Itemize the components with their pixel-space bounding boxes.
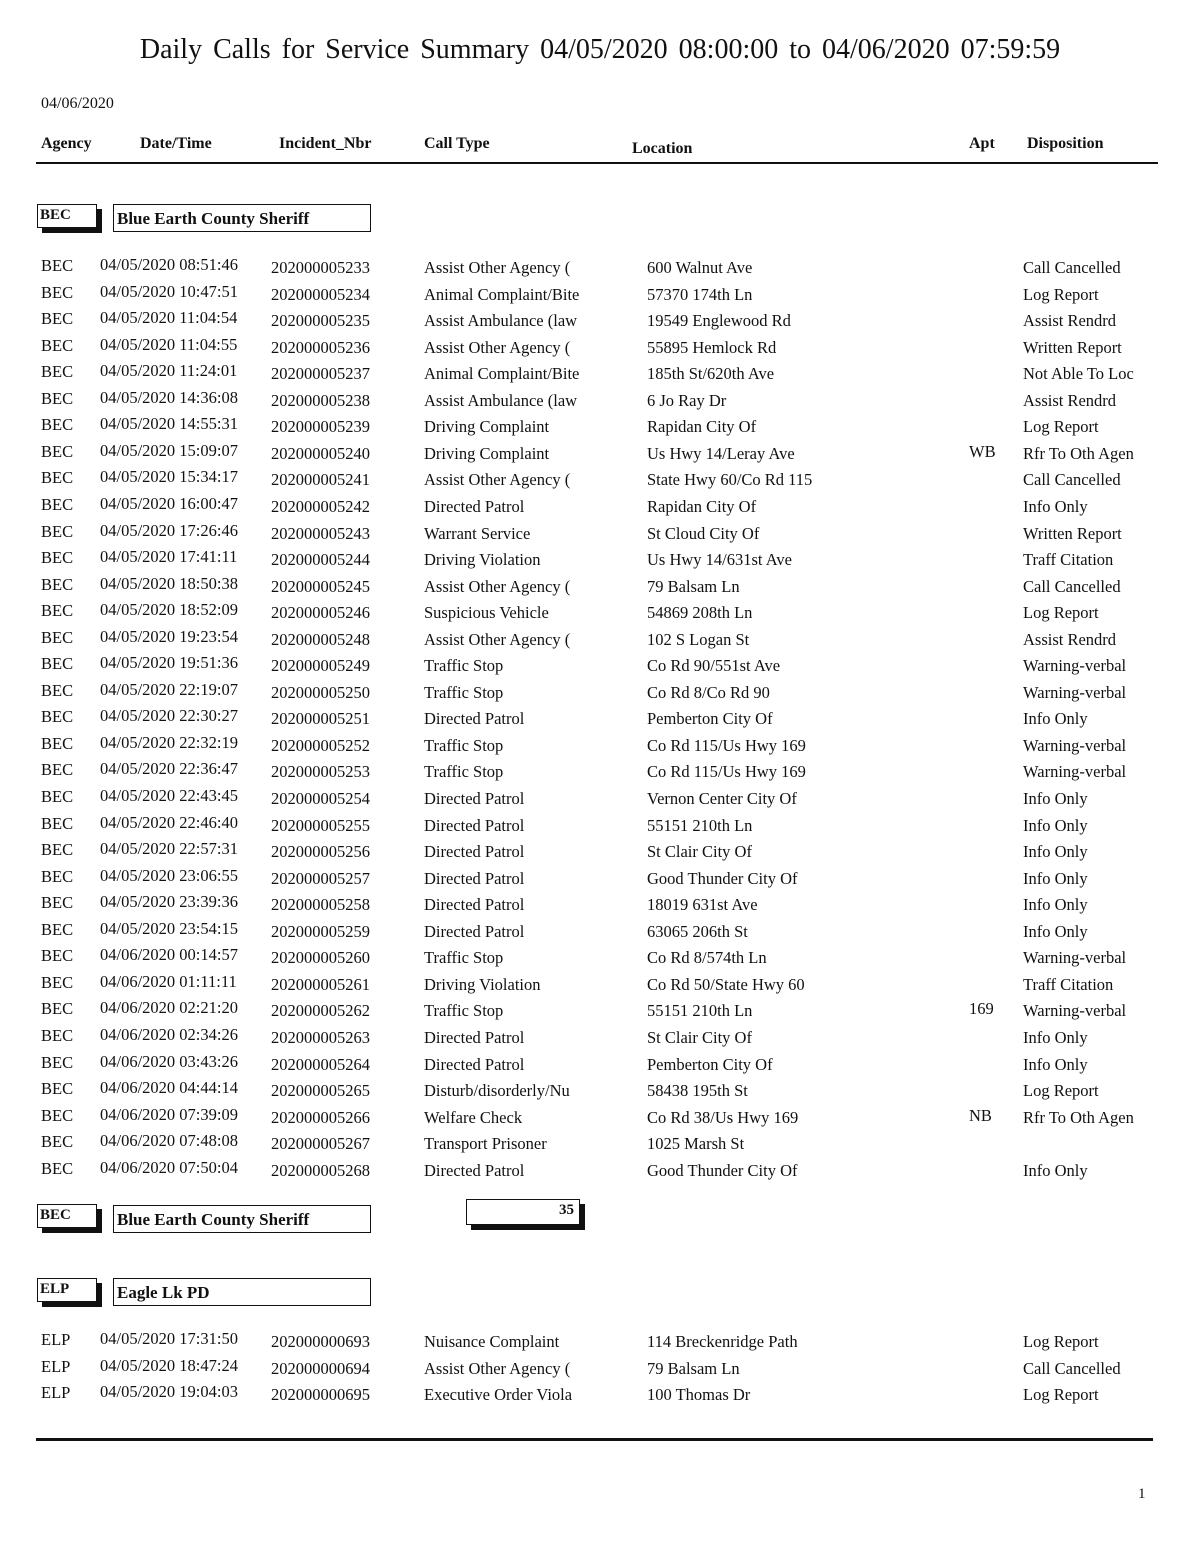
disposition-cell: Traff Citation (1023, 974, 1114, 994)
table-row (0, 786, 1200, 815)
agency-code-box: ELP (37, 1278, 97, 1302)
column-header-apt: Apt (969, 135, 995, 152)
table-row (0, 1355, 1200, 1385)
incident-number-cell: 202000005241 (271, 470, 370, 490)
location-cell: Pemberton City Of (647, 1054, 773, 1074)
location-cell: Co Rd 38/Us Hwy 169 (647, 1107, 799, 1127)
call-type-cell: Directed Patrol (424, 1027, 525, 1047)
call-type-cell: Welfare Check (424, 1107, 523, 1127)
agency-cell: BEC (41, 787, 74, 806)
agency-cell: BEC (41, 282, 74, 302)
call-type-cell: Transport Prisoner (424, 1134, 547, 1154)
location-cell: 1025 Marsh St (647, 1134, 745, 1154)
call-type-cell: Traffic Stop (424, 948, 504, 968)
disposition-cell: Log Report (1023, 603, 1099, 623)
table-row (0, 1329, 1200, 1358)
call-type-cell: Directed Patrol (424, 496, 525, 516)
call-type-cell: Directed Patrol (424, 868, 525, 888)
agency-cell: BEC (41, 760, 74, 780)
call-type-cell: Assist Other Agency ( (424, 470, 571, 490)
table-row (0, 467, 1200, 496)
location-cell: Us Hwy 14/631st Ave (647, 550, 792, 570)
incident-number-cell: 202000005244 (271, 550, 370, 570)
datetime-cell: 04/06/2020 07:48:08 (100, 1131, 238, 1151)
datetime-cell: 04/05/2020 17:31:50 (100, 1329, 238, 1348)
disposition-cell: Warning-verbal (1023, 948, 1127, 968)
table-row (0, 839, 1200, 868)
disposition-cell: Info Only (1023, 1027, 1088, 1047)
incident-number-cell: 202000000693 (271, 1332, 370, 1351)
datetime-cell: 04/05/2020 18:50:38 (100, 573, 238, 593)
disposition-cell: Info Only (1023, 709, 1088, 729)
disposition-cell: Assist Rendrd (1023, 390, 1117, 410)
agency-cell: BEC (41, 946, 74, 966)
location-cell: Good Thunder City Of (647, 868, 798, 888)
column-header-call-type: Call Type (424, 135, 490, 152)
disposition-cell: Log Report (1023, 1385, 1099, 1405)
table-row (0, 387, 1200, 417)
agency-cell: BEC (41, 256, 74, 275)
agency-cell: BEC (41, 574, 74, 594)
agency-cell: BEC (41, 840, 74, 860)
column-header-incident: Incident_Nbr (279, 135, 372, 152)
datetime-cell: 04/06/2020 07:50:04 (100, 1157, 238, 1177)
incident-number-cell: 202000005259 (271, 921, 370, 941)
location-cell: State Hwy 60/Co Rd 115 (647, 470, 813, 490)
table-row (0, 679, 1200, 709)
agency-cell: BEC (41, 627, 74, 647)
disposition-cell: Assist Rendrd (1023, 629, 1117, 649)
location-cell: 6 Jo Ray Dr (647, 390, 727, 410)
column-header-disposition: Disposition (1027, 135, 1104, 152)
location-cell: 18019 631st Ave (647, 895, 758, 915)
agency-cell: BEC (41, 335, 74, 355)
location-cell: Rapidan City Of (647, 417, 757, 437)
agency-name-box: Eagle Lk PD (113, 1278, 371, 1306)
datetime-cell: 04/06/2020 07:39:09 (100, 1104, 238, 1124)
datetime-cell: 04/05/2020 10:47:51 (100, 281, 238, 301)
incident-number-cell: 202000005256 (271, 842, 370, 862)
call-type-cell: Traffic Stop (424, 682, 504, 702)
agency-cell: BEC (41, 441, 74, 461)
page-number: 1 (1138, 1486, 1146, 1502)
incident-number-cell: 202000005260 (271, 948, 370, 968)
disposition-cell: Rfr To Oth Agen (1023, 1107, 1134, 1127)
datetime-cell: 04/05/2020 17:26:46 (100, 520, 238, 540)
incident-number-cell: 202000000694 (271, 1358, 370, 1378)
disposition-cell: Info Only (1023, 496, 1088, 516)
table-row (0, 759, 1200, 788)
table-row (0, 573, 1200, 603)
table-row (0, 440, 1200, 470)
incident-number-cell: 202000005236 (271, 337, 370, 357)
table-row (0, 1051, 1200, 1081)
incident-number-cell: 202000005268 (271, 1160, 370, 1180)
datetime-cell: 04/05/2020 22:30:27 (100, 706, 238, 726)
incident-number-cell: 202000005254 (271, 789, 370, 808)
disposition-cell: Info Only (1023, 842, 1088, 862)
call-type-cell: Traffic Stop (424, 656, 504, 676)
table-row (0, 334, 1200, 364)
table-row (0, 892, 1200, 921)
call-type-cell: Traffic Stop (424, 735, 504, 755)
agency-cell: ELP (41, 1383, 71, 1403)
report-title: Daily Calls for Service Summary 04/05/2020 08:00:00 to 04/06/2020 07:59:59 (139, 34, 1061, 65)
agency-cell: BEC (41, 654, 74, 674)
agency-cell: BEC (41, 415, 74, 435)
disposition-cell: Warning-verbal (1023, 762, 1127, 782)
location-cell: 100 Thomas Dr (647, 1385, 751, 1405)
datetime-cell: 04/06/2020 04:44:14 (100, 1078, 238, 1098)
location-cell: Vernon Center City Of (647, 789, 797, 808)
location-cell: 55151 210th Ln (647, 815, 753, 835)
incident-number-cell: 202000005250 (271, 682, 370, 702)
location-cell: 79 Balsam Ln (647, 1358, 740, 1378)
agency-call-count: 35 (466, 1199, 580, 1225)
agency-cell: BEC (41, 362, 74, 382)
incident-number-cell: 202000005265 (271, 1081, 370, 1101)
call-type-cell: Directed Patrol (424, 895, 525, 915)
table-row (0, 308, 1200, 337)
datetime-cell: 04/06/2020 01:11:11 (100, 971, 237, 991)
datetime-cell: 04/05/2020 11:04:55 (100, 334, 238, 354)
location-cell: Rapidan City Of (647, 496, 757, 516)
incident-number-cell: 202000005237 (271, 364, 370, 384)
call-type-cell: Directed Patrol (424, 815, 525, 835)
disposition-cell: Assist Rendrd (1023, 311, 1117, 331)
datetime-cell: 04/05/2020 15:09:07 (100, 440, 238, 460)
disposition-cell: Log Report (1023, 1081, 1099, 1101)
incident-number-cell: 202000005238 (271, 390, 370, 410)
disposition-cell: Call Cancelled (1023, 470, 1121, 490)
call-type-cell: Animal Complaint/Bite (424, 284, 580, 304)
disposition-cell: Info Only (1023, 789, 1088, 808)
table-row (0, 918, 1200, 948)
table-row (0, 255, 1200, 284)
incident-number-cell: 202000005263 (271, 1027, 370, 1047)
table-row (0, 812, 1200, 842)
disposition-cell: Info Only (1023, 921, 1088, 941)
location-cell: 63065 206th St (647, 921, 748, 941)
table-row (0, 520, 1200, 550)
agency-cell: BEC (41, 972, 74, 992)
agency-cell: ELP (41, 1330, 71, 1349)
agency-cell: BEC (41, 893, 74, 913)
apt-cell: 169 (969, 999, 994, 1019)
call-type-cell: Warrant Service (424, 523, 531, 543)
call-type-cell: Driving Complaint (424, 417, 550, 437)
location-cell: 58438 195th St (647, 1081, 748, 1101)
call-type-cell: Animal Complaint/Bite (424, 364, 580, 384)
datetime-cell: 04/05/2020 22:57:31 (100, 839, 238, 859)
agency-code-box: BEC (37, 204, 97, 228)
call-type-cell: Driving Violation (424, 974, 541, 994)
call-type-cell: Assist Other Agency ( (424, 629, 571, 649)
table-row (0, 653, 1200, 682)
disposition-cell: Call Cancelled (1023, 576, 1121, 596)
call-type-cell: Assist Ambulance (law (424, 311, 578, 331)
disposition-cell: Info Only (1023, 895, 1088, 915)
disposition-cell: Warning-verbal (1023, 735, 1127, 755)
datetime-cell: 04/05/2020 14:36:08 (100, 387, 238, 407)
disposition-cell: Traff Citation (1023, 550, 1114, 570)
disposition-cell: Info Only (1023, 815, 1088, 835)
agency-cell: BEC (41, 548, 74, 568)
agency-cell: BEC (41, 919, 74, 939)
agency-name-box: Blue Earth County Sheriff (113, 204, 371, 232)
table-row (0, 865, 1200, 895)
location-cell: 57370 174th Ln (647, 284, 753, 304)
table-row (0, 626, 1200, 656)
call-type-cell: Traffic Stop (424, 1001, 504, 1021)
location-cell: 54869 208th Ln (647, 603, 753, 623)
incident-number-cell: 202000005255 (271, 815, 370, 835)
location-cell: Co Rd 90/551st Ave (647, 656, 781, 676)
disposition-cell: Written Report (1023, 523, 1122, 543)
datetime-cell: 04/05/2020 23:06:55 (100, 865, 238, 885)
table-row (0, 361, 1200, 390)
location-cell: 114 Breckenridge Path (647, 1332, 798, 1351)
incident-number-cell: 202000005233 (271, 258, 370, 277)
agency-cell: BEC (41, 680, 74, 700)
call-type-cell: Suspicious Vehicle (424, 603, 549, 623)
datetime-cell: 04/05/2020 18:47:24 (100, 1355, 238, 1375)
agency-cell: BEC (41, 388, 74, 408)
location-cell: St Clair City Of (647, 842, 752, 862)
incident-number-cell: 202000005242 (271, 496, 370, 516)
datetime-cell: 04/05/2020 22:36:47 (100, 759, 238, 779)
call-type-cell: Assist Other Agency ( (424, 258, 571, 277)
disposition-cell: Warning-verbal (1023, 656, 1127, 676)
datetime-cell: 04/05/2020 22:19:07 (100, 679, 238, 699)
agency-cell: BEC (41, 1025, 74, 1045)
datetime-cell: 04/05/2020 17:41:11 (100, 547, 238, 567)
table-row (0, 1382, 1200, 1411)
incident-number-cell: 202000005266 (271, 1107, 370, 1127)
location-cell: 19549 Englewood Rd (647, 311, 791, 331)
datetime-cell: 04/06/2020 02:34:26 (100, 1024, 238, 1044)
disposition-cell: Info Only (1023, 1160, 1088, 1180)
disposition-cell: Info Only (1023, 1054, 1088, 1074)
agency-cell: BEC (41, 707, 74, 727)
datetime-cell: 04/05/2020 19:04:03 (100, 1382, 238, 1402)
call-type-cell: Directed Patrol (424, 1054, 525, 1074)
table-row (0, 414, 1200, 443)
incident-number-cell: 202000005243 (271, 523, 370, 543)
disposition-cell: Call Cancelled (1023, 258, 1121, 277)
incident-number-cell: 202000005234 (271, 284, 370, 304)
call-type-cell: Executive Order Viola (424, 1385, 573, 1405)
call-type-cell: Driving Violation (424, 550, 541, 570)
table-row (0, 706, 1200, 735)
agency-cell: BEC (41, 1132, 74, 1152)
incident-number-cell: 202000005258 (271, 895, 370, 915)
datetime-cell: 04/05/2020 23:54:15 (100, 918, 238, 938)
disposition-cell: Log Report (1023, 284, 1099, 304)
location-cell: Co Rd 115/Us Hwy 169 (647, 762, 806, 782)
agency-cell: BEC (41, 1158, 74, 1178)
agency-cell: BEC (41, 1052, 74, 1072)
location-cell: Good Thunder City Of (647, 1160, 798, 1180)
incident-number-cell: 202000000695 (271, 1385, 370, 1405)
table-row (0, 998, 1200, 1027)
agency-cell: BEC (41, 1079, 74, 1099)
datetime-cell: 04/05/2020 15:34:17 (100, 467, 238, 487)
incident-number-cell: 202000005257 (271, 868, 370, 888)
table-row (0, 971, 1200, 1001)
call-type-cell: Assist Ambulance (law (424, 390, 578, 410)
location-cell: 55895 Hemlock Rd (647, 337, 777, 357)
run-date: 04/06/2020 (41, 95, 114, 112)
call-type-cell: Directed Patrol (424, 921, 525, 941)
datetime-cell: 04/05/2020 19:51:36 (100, 653, 238, 673)
incident-number-cell: 202000005267 (271, 1134, 370, 1154)
incident-number-cell: 202000005264 (271, 1054, 370, 1074)
call-type-cell: Directed Patrol (424, 1160, 525, 1180)
table-row (0, 1131, 1200, 1160)
table-row (0, 600, 1200, 629)
datetime-cell: 04/05/2020 08:51:46 (100, 255, 238, 274)
agency-cell: BEC (41, 521, 74, 541)
call-type-cell: Traffic Stop (424, 762, 504, 782)
call-type-cell: Assist Other Agency ( (424, 1358, 571, 1378)
location-cell: 600 Walnut Ave (647, 258, 753, 277)
footer-divider (36, 1438, 1153, 1441)
datetime-cell: 04/05/2020 23:39:36 (100, 892, 238, 912)
location-cell: Pemberton City Of (647, 709, 773, 729)
location-cell: Us Hwy 14/Leray Ave (647, 443, 795, 463)
incident-number-cell: 202000005261 (271, 974, 370, 994)
table-row (0, 732, 1200, 762)
column-header-datetime: Date/Time (140, 135, 212, 152)
agency-cell: BEC (41, 494, 74, 514)
agency-cell: BEC (41, 601, 74, 621)
datetime-cell: 04/06/2020 03:43:26 (100, 1051, 238, 1071)
location-cell: Co Rd 8/Co Rd 90 (647, 682, 770, 702)
datetime-cell: 04/05/2020 22:46:40 (100, 812, 238, 832)
table-row (0, 1024, 1200, 1054)
disposition-cell: Rfr To Oth Agen (1023, 443, 1134, 463)
disposition-cell: Log Report (1023, 417, 1099, 437)
disposition-cell: Written Report (1023, 337, 1122, 357)
agency-cell: BEC (41, 733, 74, 753)
datetime-cell: 04/05/2020 18:52:09 (100, 600, 238, 620)
header-divider (36, 162, 1158, 164)
agency-code-box: BEC (37, 1204, 97, 1228)
agency-name-box: Blue Earth County Sheriff (113, 1205, 371, 1233)
table-row (0, 281, 1200, 311)
column-header-location: Location (632, 140, 693, 157)
datetime-cell: 04/06/2020 02:21:20 (100, 998, 238, 1018)
call-type-cell: Directed Patrol (424, 842, 525, 862)
incident-number-cell: 202000005235 (271, 311, 370, 331)
table-row (0, 1078, 1200, 1107)
datetime-cell: 04/05/2020 11:24:01 (100, 361, 238, 381)
disposition-cell: Not Able To Loc (1023, 364, 1134, 384)
agency-cell: ELP (41, 1356, 71, 1376)
location-cell: 55151 210th Ln (647, 1001, 753, 1021)
agency-cell: BEC (41, 468, 74, 488)
datetime-cell: 04/06/2020 00:14:57 (100, 945, 238, 965)
agency-cell: BEC (41, 999, 74, 1019)
disposition-cell: Warning-verbal (1023, 1001, 1127, 1021)
datetime-cell: 04/05/2020 11:04:54 (100, 308, 238, 328)
table-row (0, 1157, 1200, 1187)
call-type-cell: Assist Other Agency ( (424, 576, 571, 596)
table-row (0, 1104, 1200, 1134)
incident-number-cell: 202000005240 (271, 443, 370, 463)
agency-cell: BEC (41, 1105, 74, 1125)
location-cell: 102 S Logan St (647, 629, 750, 649)
incident-number-cell: 202000005253 (271, 762, 370, 782)
call-type-cell: Directed Patrol (424, 709, 525, 729)
call-type-cell: Disturb/disorderly/Nu (424, 1081, 570, 1101)
location-cell: St Clair City Of (647, 1027, 752, 1047)
call-type-cell: Directed Patrol (424, 789, 525, 808)
datetime-cell: 04/05/2020 22:32:19 (100, 732, 238, 752)
table-row (0, 945, 1200, 974)
table-row (0, 493, 1200, 523)
apt-cell: NB (969, 1105, 992, 1125)
apt-cell: WB (969, 441, 996, 461)
disposition-cell: Warning-verbal (1023, 682, 1127, 702)
location-cell: Co Rd 8/574th Ln (647, 948, 767, 968)
incident-number-cell: 202000005252 (271, 735, 370, 755)
incident-number-cell: 202000005239 (271, 417, 370, 437)
call-type-cell: Assist Other Agency ( (424, 337, 571, 357)
call-type-cell: Nuisance Complaint (424, 1332, 560, 1351)
location-cell: 79 Balsam Ln (647, 576, 740, 596)
incident-number-cell: 202000005248 (271, 629, 370, 649)
call-type-cell: Driving Complaint (424, 443, 550, 463)
agency-cell: BEC (41, 813, 74, 833)
table-row (0, 547, 1200, 576)
disposition-cell: Info Only (1023, 868, 1088, 888)
incident-number-cell: 202000005249 (271, 656, 370, 676)
location-cell: 185th St/620th Ave (647, 364, 775, 384)
datetime-cell: 04/05/2020 14:55:31 (100, 414, 238, 434)
agency-cell: BEC (41, 309, 74, 329)
incident-number-cell: 202000005251 (271, 709, 370, 729)
location-cell: Co Rd 115/Us Hwy 169 (647, 735, 806, 755)
incident-number-cell: 202000005245 (271, 576, 370, 596)
incident-number-cell: 202000005246 (271, 603, 370, 623)
incident-number-cell: 202000005262 (271, 1001, 370, 1021)
datetime-cell: 04/05/2020 22:43:45 (100, 786, 238, 805)
agency-cell: BEC (41, 866, 74, 886)
location-cell: Co Rd 50/State Hwy 60 (647, 974, 805, 994)
datetime-cell: 04/05/2020 19:23:54 (100, 626, 238, 646)
datetime-cell: 04/05/2020 16:00:47 (100, 493, 238, 513)
column-header-agency: Agency (41, 135, 92, 152)
disposition-cell: Call Cancelled (1023, 1358, 1121, 1378)
disposition-cell: Log Report (1023, 1332, 1099, 1351)
location-cell: St Cloud City Of (647, 523, 760, 543)
